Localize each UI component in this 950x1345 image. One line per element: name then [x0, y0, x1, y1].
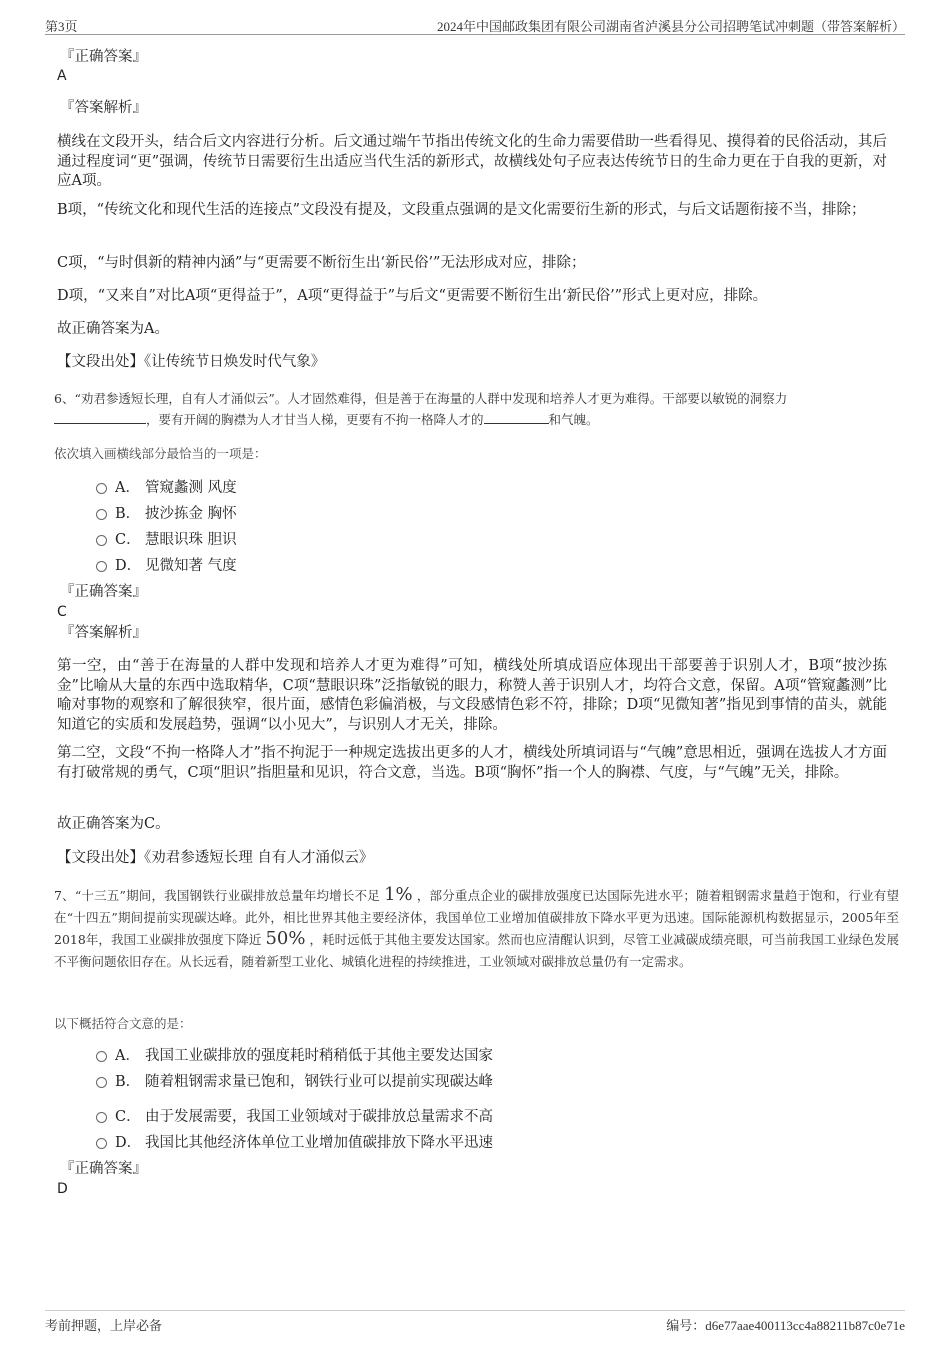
analysis-paragraph: 第一空，由“善于在海量的人群中发现和培养人才更为难得”可知，横线处所填成语应体现出干部要善于识别人才，B项“披沙拣金”比喻从大量的东西中选取精华，C项“慧眼识珠”泛指敏锐的眼力，称赞人善于识别人才，均符合文意，保留。A项“管窥蠡测”比喻对事物的观察和了解很狭窄，很片面，感情色彩偏消极，与文段感情色彩不符，排除；D项“见微知著”指见到事情的苗头，就能知道它的实质和发展趋势，强调“以小见大”，与识别人才无关，排除。	[57, 658, 887, 733]
document-title: 2024年中国邮政集团有限公司湖南省泸溪县分公司招聘笔试冲刺题（带答案解析）	[436, 19, 905, 34]
question-stem: 6、“劝君参透短长理，自有人才涌似云”。人才固然难得，但是善于在海量的人群中发现和培养人才更为难得。干部要以敏锐的洞察力 ，要有开阔的胸襟为人才甘当人梯，更要有不拘一格降人才的 和气魄。	[54, 391, 788, 427]
page-footer	[45, 1310, 905, 1333]
page-number: 第3页	[45, 19, 78, 34]
question-prompt: 依次填入画横线部分最恰当的一项是：	[54, 446, 267, 461]
radio-icon[interactable]	[96, 1112, 107, 1123]
footer-slogan: 考前押题，上岸必备	[45, 1318, 163, 1333]
answer-label: 『正确答案』	[60, 584, 147, 600]
analysis-conclusion: 故正确答案为A。	[57, 321, 169, 337]
radio-icon[interactable]	[96, 483, 107, 494]
radio-icon[interactable]	[96, 535, 107, 546]
option-d[interactable]: D． 我国比其他经济体单位工业增加值碳排放下降水平迅速	[96, 1133, 493, 1153]
answer-label: 『正确答案』	[60, 49, 147, 65]
fill-blank	[484, 411, 549, 424]
analysis-label: 『答案解析』	[60, 100, 147, 116]
radio-icon[interactable]	[96, 1138, 107, 1149]
option-b[interactable]: B． 披沙拣金 胸怀	[96, 504, 237, 524]
analysis-conclusion: 故正确答案为C。	[57, 816, 170, 832]
analysis-paragraph: D项，“又来自”对比A项“更得益于”，A项“更得益于”与后文“更需要不断衍生出‘新民俗’”形式上更对应，排除。	[57, 288, 768, 304]
option-a[interactable]: A． 我国工业碳排放的强度耗时稍稍低于其他主要发达国家	[96, 1046, 493, 1066]
analysis-paragraph: C项，“与时俱新的精神内涵”与“更需要不断衍生出‘新民俗’”无法形成对应，排除；	[57, 255, 586, 271]
document-id: 编号：d6e77aae400113cc4a88211b87c0e71e	[666, 1318, 905, 1333]
option-d[interactable]: D． 见微知著 气度	[96, 556, 237, 576]
fill-blank	[54, 411, 146, 424]
radio-icon[interactable]	[96, 1051, 107, 1062]
radio-icon[interactable]	[96, 561, 107, 572]
page-header	[45, 14, 905, 35]
option-c[interactable]: C． 由于发展需要，我国工业领域对于碳排放总量需求不高	[96, 1107, 493, 1127]
answer-value: A	[57, 68, 67, 84]
answer-value: D	[57, 1181, 68, 1197]
option-b[interactable]: B． 随着粗钢需求量已饱和，钢铁行业可以提前实现碳达峰	[96, 1072, 493, 1092]
question-stem: 7、“十三五”期间，我国钢铁行业碳排放总量年均增长不足 1% ，部分重点企业的碳排放强度已达国际先进水平；随着粗钢需求量趋于饱和，行业有望在“十四五”期间提前实现碳达峰。此外，相比世界其他主要经济体，我国单位工业增加值碳排放下降水平更为迅速。国际能源机构数据显示，2005年至2018年，我国工业碳排放强度下降近 50% ，耗时远低于其他主要发达国家。然而也应清醒认识到，尽管工业减碳成绩亮眼，可当前我国工业绿色发展不平衡问题依旧存在。从长远看，随着新型工业化、城镇化进程的持续推进，工业领域对碳排放总量仍有一定需求。	[54, 884, 899, 969]
option-c[interactable]: C． 慧眼识珠 胆识	[96, 530, 237, 550]
radio-icon[interactable]	[96, 509, 107, 520]
analysis-paragraph: 第二空，文段“不拘一格降人才”指不拘泥于一种规定选拔出更多的人才，横线处所填词语与“气魄”意思相近，强调在选拔人才方面有打破常规的勇气，C项“胆识”指胆量和见识，符合文意，当选。B项“胸怀”指一个人的胸襟、气度，与“气魄”无关，排除。	[57, 745, 887, 781]
option-a[interactable]: A． 管窥蠡测 风度	[96, 478, 237, 498]
source-line: 【文段出处】《劝君参透短长理 自有人才涌似云》	[57, 850, 374, 866]
analysis-paragraph: 横线在文段开头，结合后文内容进行分析。后文通过端午节指出传统文化的生命力需要借助一些看得见、摸得着的民俗活动，其后通过程度词“更”强调，传统节日需要衍生出适应当代生活的新形式，故横线处句子应表达传统节日的生命力更在于自我的更新，对应A项。	[57, 134, 887, 189]
question-prompt: 以下概括符合文意的是：	[54, 1016, 192, 1031]
answer-label: 『正确答案』	[60, 1161, 147, 1177]
source-line: 【文段出处】《让传统节日焕发时代气象》	[57, 354, 326, 370]
analysis-paragraph: B项，“传统文化和现代生活的连接点”文段没有提及，文段重点强调的是文化需要衍生新的形式，与后文话题衔接不当，排除；	[57, 202, 866, 218]
radio-icon[interactable]	[96, 1077, 107, 1088]
answer-value: C	[57, 604, 67, 620]
analysis-label: 『答案解析』	[60, 625, 147, 641]
